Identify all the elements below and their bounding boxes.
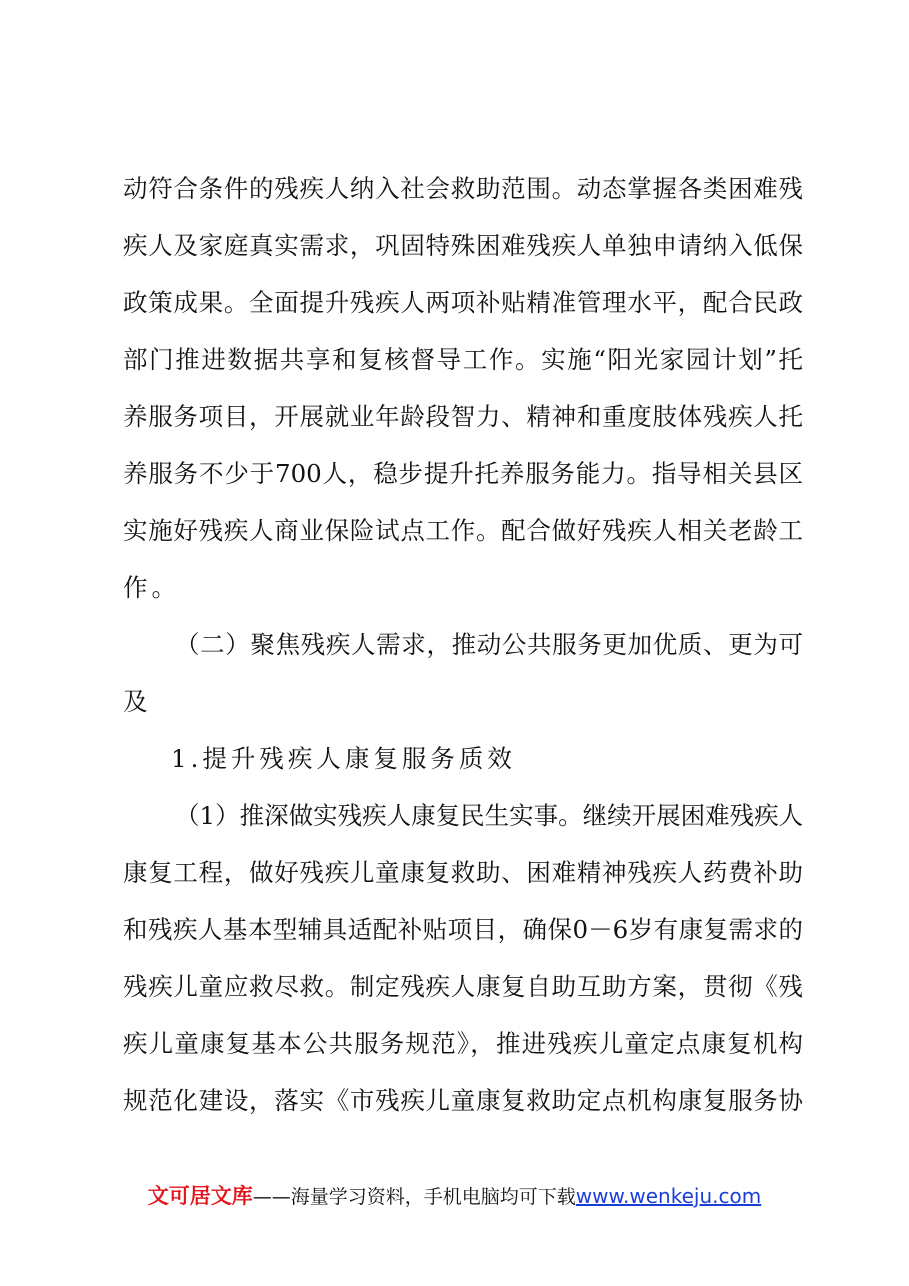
footer-tagline: ——海量学习资料，手机电脑均可下载 xyxy=(252,1186,576,1208)
text-line: 残疾儿童应救尽救。制定残疾人康复自助互助方案，贯彻《残 xyxy=(123,972,803,1001)
footer-website-link[interactable]: www.wenkeju.com xyxy=(575,1184,762,1208)
text-line: 动符合条件的残疾人纳入社会救助范围。动态掌握各类困难残 xyxy=(123,174,803,203)
text-line: 部门推进数据共享和复核督导工作。实施“阳光家园计划”托 xyxy=(123,345,803,374)
text-line: 作。 xyxy=(123,573,180,602)
subsection-heading: 1.提升残疾人康复服务质效 xyxy=(171,744,516,773)
section-heading: （二）聚焦残疾人需求，推动公共服务更加优质、更为可 xyxy=(175,630,803,659)
footer-brand: 文可居文库 xyxy=(147,1184,253,1208)
text-line: 养服务不少于700人，稳步提升托养服务能力。指导相关县区 xyxy=(123,459,803,488)
footer-banner xyxy=(0,1180,909,1210)
text-line: 实施好残疾人商业保险试点工作。配合做好残疾人相关老龄工 xyxy=(123,516,803,545)
text-line: 规范化建设，落实《市残疾儿童康复救助定点机构康复服务协 xyxy=(123,1086,803,1115)
document-body xyxy=(123,160,803,1129)
text-line: 疾儿童康复基本公共服务规范》，推进残疾儿童定点康复机构 xyxy=(123,1029,803,1058)
section-heading-continued: 及 xyxy=(123,687,152,716)
text-line: 和残疾人基本型辅具适配补贴项目，确保0－6岁有康复需求的 xyxy=(123,915,803,944)
text-line: 养服务项目，开展就业年龄段智力、精神和重度肢体残疾人托 xyxy=(123,402,803,431)
text-line: 政策成果。全面提升残疾人两项补贴精准管理水平，配合民政 xyxy=(123,288,803,317)
paragraph-start: （1）推深做实残疾人康复民生实事。继续开展困难残疾人 xyxy=(175,801,804,830)
text-line: 康复工程，做好残疾儿童康复救助、困难精神残疾人药费补助 xyxy=(123,858,803,887)
text-line: 疾人及家庭真实需求，巩固特殊困难残疾人单独申请纳入低保 xyxy=(123,231,803,260)
